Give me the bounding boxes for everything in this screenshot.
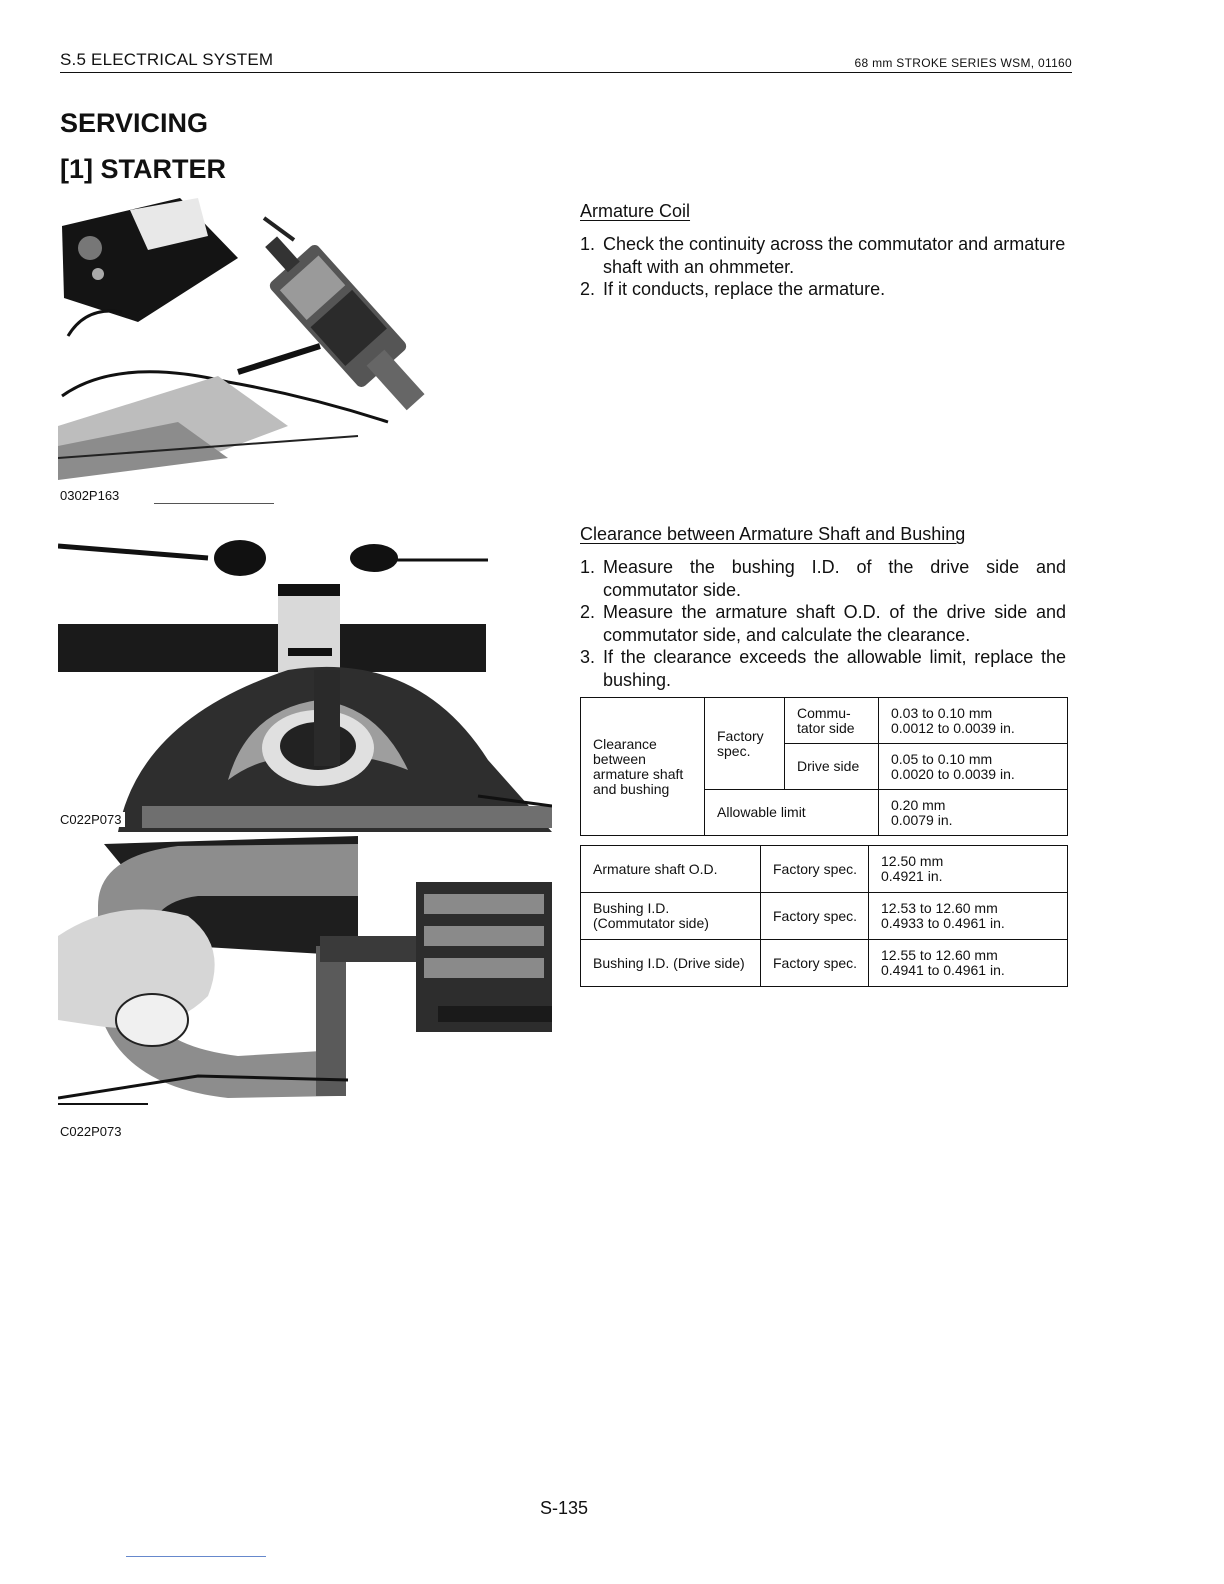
list-item: 1. Check the continuity across the commutator and armature shaft with an ohmmeter.: [580, 234, 1066, 277]
table-cell-item: Bushing I.D. (Drive side): [581, 940, 761, 987]
table-cell-item: Clearance between armature shaft and bushing: [581, 698, 705, 836]
list-item: 2. Measure the armature shaft O.D. of the drive side and commutator side, and calculate the clearance.: [580, 602, 1066, 645]
table-cell-spec: Factory spec.: [761, 893, 869, 940]
figure-micrometer-photo: [58, 836, 552, 1122]
figure-1-label: 0302P163: [60, 488, 120, 503]
armature-coil-steps: [580, 233, 1066, 301]
header-series-info: 68 mm STROKE SERIES WSM, 01160: [854, 56, 1072, 70]
table-cell-value: 12.55 to 12.60 mm 0.4941 to 0.4961 in.: [869, 940, 1068, 987]
heading-starter: [1] STARTER: [60, 154, 226, 184]
clearance-steps: [580, 556, 1066, 691]
heading-servicing: SERVICING: [60, 108, 209, 138]
table-cell-commutator-side: Commu-tator side: [785, 698, 879, 744]
page-number: S-135: [540, 1498, 589, 1518]
header-rule: [60, 72, 1072, 73]
figure-3-label: C022P073: [60, 1124, 122, 1139]
table-cell-value: 12.53 to 12.60 mm 0.4933 to 0.4961 in.: [869, 893, 1068, 940]
figure-1-label-rule: [154, 503, 274, 504]
table-cell-item: Armature shaft O.D.: [581, 846, 761, 893]
clearance-spec-table: [580, 697, 1068, 836]
table-cell-spec: Factory spec.: [761, 846, 869, 893]
footer-rule: [126, 1556, 266, 1557]
dimension-spec-table: [580, 845, 1068, 987]
list-item: 1. Measure the bushing I.D. of the drive side and commutator side.: [580, 557, 1066, 600]
table-cell-value: 12.50 mm 0.4921 in.: [869, 846, 1068, 893]
table-cell-item: Bushing I.D. (Commutator side): [581, 893, 761, 940]
table-cell-allowable: Allowable limit: [705, 790, 879, 836]
list-item: 2. If it conducts, replace the armature.: [580, 279, 886, 299]
figure-ohmmeter-photo: [58, 196, 430, 480]
header-section-title: S.5 ELECTRICAL SYSTEM: [60, 50, 274, 69]
table-cell-drive-side: Drive side: [785, 744, 879, 790]
list-item: 3. If the clearance exceeds the allowable limit, replace the bushing.: [580, 647, 1066, 690]
figure-2-label: C022P073: [60, 812, 125, 827]
table-cell-spec: Factory spec.: [761, 940, 869, 987]
figure-bushing-photo: [58, 520, 552, 832]
table-cell-factory: Factory spec.: [705, 698, 785, 790]
table-cell-commutator-value: 0.03 to 0.10 mm 0.0012 to 0.0039 in.: [879, 698, 1068, 744]
table-row: [581, 846, 1068, 893]
table-cell-allowable-value: 0.20 mm 0.0079 in.: [879, 790, 1068, 836]
table-row: [581, 940, 1068, 987]
armature-coil-title: Armature Coil: [580, 201, 691, 221]
table-row: [581, 893, 1068, 940]
table-cell-drive-value: 0.05 to 0.10 mm 0.0020 to 0.0039 in.: [879, 744, 1068, 790]
clearance-title: Clearance between Armature Shaft and Bushing: [580, 524, 966, 544]
